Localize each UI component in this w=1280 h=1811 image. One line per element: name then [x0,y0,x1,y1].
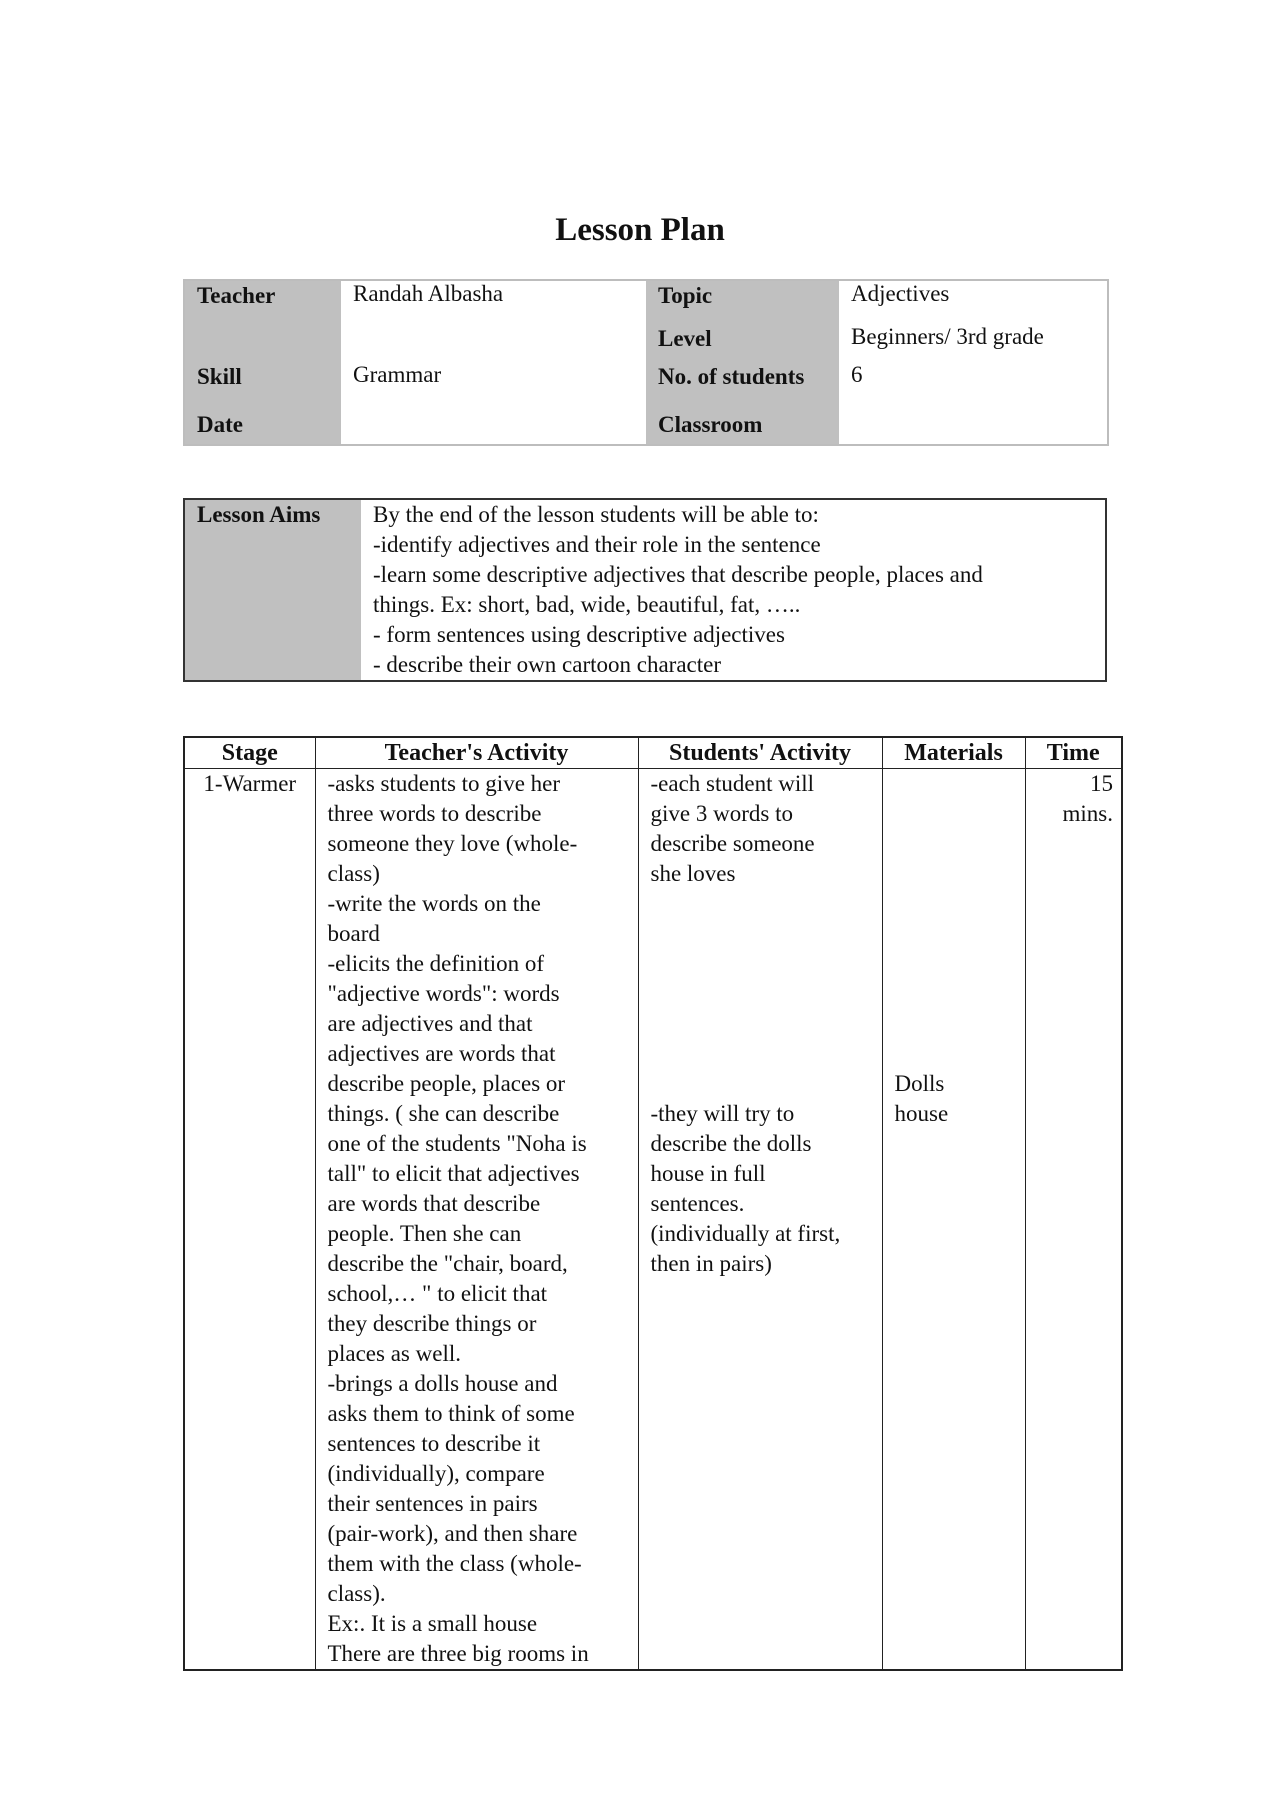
text-line: - describe their own cartoon character [373,652,722,677]
text-line: (individually), compare [327,1461,545,1486]
text-line: house in full [650,1161,766,1186]
text-line: describe someone [650,831,815,856]
text-line: "adjective words": words [327,981,560,1006]
level-value: Beginners/ 3rd grade [851,324,1044,349]
text-line: mins. [1062,801,1113,826]
header-students-activity: Students' Activity [638,737,882,769]
text-line: Ex:. It is a small house [327,1611,538,1636]
text-line: house [894,1101,949,1126]
text-line: they describe things or [327,1311,537,1336]
aims-table [183,498,1107,682]
text-line: she loves [650,861,736,886]
text-line: describe the dolls [650,1131,812,1156]
stage-cell: 1-Warmer [184,769,315,1671]
text-line: Dolls [894,1071,945,1096]
text-line: are words that describe [327,1191,541,1216]
text-line: school,… " to elicit that [327,1281,548,1306]
text-line: -identify adjectives and their role in the sentence [373,532,821,557]
text-line: -learn some descriptive adjectives that describe people, places and [373,562,983,587]
level-label: Level [658,326,712,351]
topic-value: Adjectives [851,281,950,306]
text-line: (pair-work), and then share [327,1521,578,1546]
text-line: sentences. [650,1191,745,1216]
skill-label: Skill [197,364,242,389]
text-line: -brings a dolls house and [327,1371,558,1396]
teacher-activity-cell [315,769,638,1671]
text-line: class). [327,1581,386,1606]
topic-label: Topic [658,283,713,308]
text-line: -each student will [650,771,815,796]
text-line: describe the "chair, board, [327,1251,568,1276]
text-line: -asks students to give her [327,771,561,796]
text-line: things. Ex: short, bad, wide, beautiful, fat, ….. [373,592,801,617]
text-line: three words to describe [327,801,542,826]
students-value: 6 [851,362,863,387]
text-line: people. Then she can [327,1221,522,1246]
aims-content [361,499,1106,681]
text-line: (individually at first, [650,1221,841,1246]
text-line: There are three big rooms in [327,1641,589,1666]
info-values-right [839,280,1108,445]
text-line: sentences to describe it [327,1431,541,1456]
text-line: someone they love (whole- [327,831,578,856]
page-title: Lesson Plan [555,212,725,248]
text-line: - form sentences using descriptive adjectives [373,622,785,647]
materials-list [895,1069,1015,1129]
info-labels-left [184,280,341,445]
text-line: -write the words on the [327,891,541,916]
skill-value: Grammar [353,362,442,387]
text-line: describe people, places or [327,1071,566,1096]
time-cell [1025,769,1122,1671]
text-line: tall" to elicit that adjectives [327,1161,580,1186]
students-activity-part-1 [651,769,872,889]
teacher-value: Randah Albasha [353,281,504,306]
students-label: No. of students [658,364,805,389]
info-table [183,279,1109,446]
students-activity-part-2 [651,1099,872,1279]
text-line: them with the class (whole- [327,1551,582,1576]
header-time: Time [1025,737,1122,769]
header-row [184,737,1122,769]
text-line: give 3 words to [650,801,793,826]
text-line: are adjectives and that [327,1011,533,1036]
text-line: class) [327,861,380,886]
teacher-label: Teacher [197,283,276,308]
text-line: things. ( she can describe [327,1101,560,1126]
table-row [184,769,1122,1671]
text-line: adjectives are words that [327,1041,556,1066]
info-labels-right [646,280,839,445]
text-line: asks them to think of some [327,1401,575,1426]
text-line: one of the students "Noha is [327,1131,587,1156]
classroom-label: Classroom [658,412,763,437]
date-label: Date [197,412,243,437]
header-materials: Materials [882,737,1025,769]
aims-label: Lesson Aims [184,499,361,681]
text-line: board [327,921,380,946]
text-line: -elicits the definition of [327,951,545,976]
info-values-left [341,280,646,445]
text-line: then in pairs) [650,1251,772,1276]
activity-table [183,736,1123,1671]
text-line: -they will try to [650,1101,795,1126]
materials-cell [882,769,1025,1671]
header-stage: Stage [184,737,315,769]
text-line: By the end of the lesson students will be able to: [373,502,819,527]
text-line: 15 [1090,771,1113,796]
text-line: their sentences in pairs [327,1491,538,1516]
header-teacher-activity: Teacher's Activity [315,737,638,769]
students-activity-cell [638,769,882,1671]
text-line: places as well. [327,1341,461,1366]
